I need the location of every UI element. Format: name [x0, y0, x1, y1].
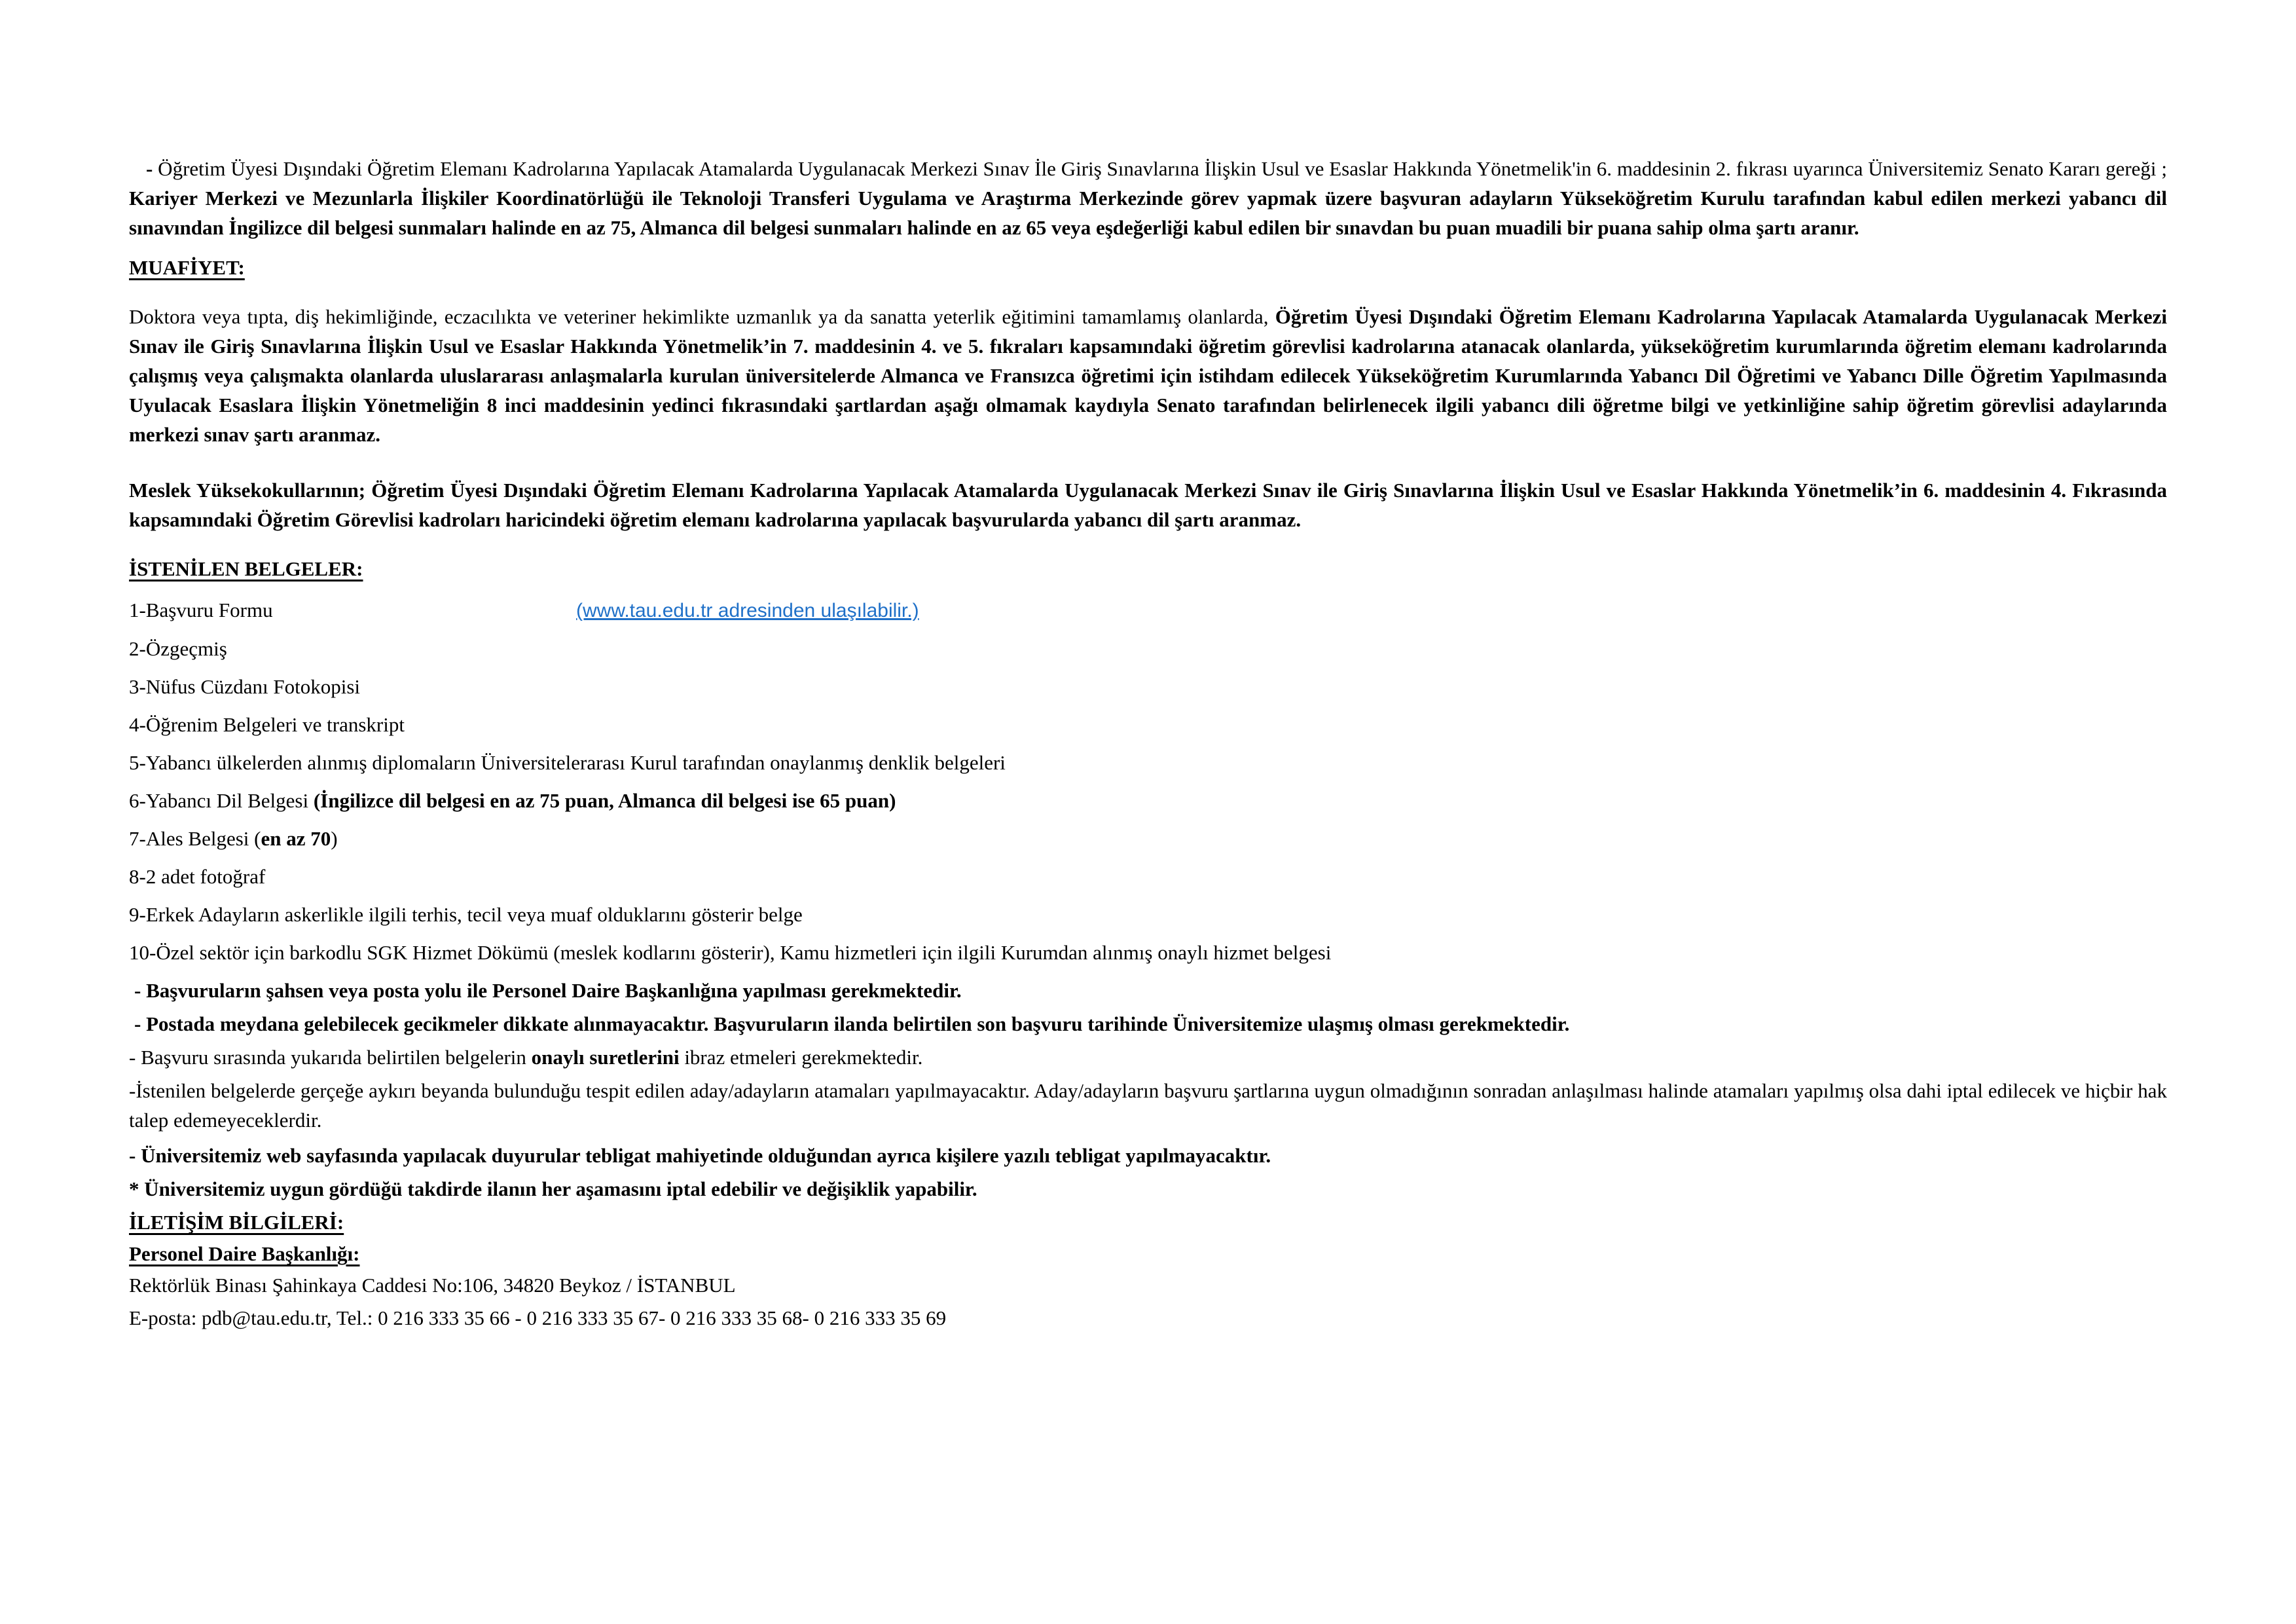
- tau-website-link[interactable]: (www.tau.edu.tr adresinden ulaşılabilir.): [576, 600, 919, 621]
- muafiyet-paragraph-1: [129, 302, 2167, 449]
- note-onayli-suretler: [129, 1043, 2167, 1072]
- list-item-4: 4-Öğrenim Belgeleri ve transkript: [129, 713, 405, 736]
- muafiyet-heading: MUAFİYET:: [129, 256, 245, 279]
- personel-daire-header: [129, 1239, 2167, 1268]
- note-iptal-hakki: * Üniversitemiz uygun gördüğü takdirde ilanın her aşamasını iptal edebilir ve değişiklik yapabilir.: [129, 1177, 977, 1200]
- note-postada-gecikme: - Postada meydana gelebilecek gecikmeler dikkate alınmayacaktır. Başvuruların ilanda belirtilen son başvuru tarihinde Üniversitemize ulaşmış olması gerekmektedir.: [134, 1012, 1570, 1035]
- iletisim-section-header: [129, 1208, 2167, 1237]
- muafiyet-p1-normal: Doktora veya tıpta, diş hekimliğinde, eczacılıkta ve veteriner hekimlikte uzmanlık ya da sanatta yeterlik eğitimini tamamlamış olanlarda,: [129, 305, 1275, 328]
- list-item-1: [129, 595, 2167, 625]
- note3-pre: - Başvuru sırasında yukarıda belirtilen belgelerin: [129, 1046, 532, 1069]
- belgeler-section-header: [129, 554, 2167, 583]
- item6-bold: (İngilizce dil belgesi en az 75 puan, Almanca dil belgesi ise 65 puan): [313, 789, 896, 812]
- item7-normal: 7-Ales Belgesi (: [129, 827, 261, 850]
- list-item-7: [129, 824, 2167, 853]
- item7-close: ): [331, 827, 338, 850]
- note-sahsen-basvuru: - Başvuruların şahsen veya posta yolu ile Personel Daire Başkanlığına yapılması gerekmektedir.: [134, 979, 962, 1002]
- list-item-10: 10-Özel sektör için barkodlu SGK Hizmet Dökümü (meslek kodlarını gösterir), Kamu hizmetleri için ilgili Kurumdan alınmış onaylı hizmet belgesi: [129, 941, 1332, 964]
- note3-post: ibraz etmeleri gerekmektedir.: [679, 1046, 923, 1069]
- contact-line: E-posta: pdb@tau.edu.tr, Tel.: 0 216 333 35 66 - 0 216 333 35 67- 0 216 333 35 68- 0 216 333 35 69: [129, 1306, 947, 1329]
- intro-text-bold: Kariyer Merkezi ve Mezunlarla İlişkiler Koordinatörlüğü ile Teknoloji Transferi Uygulama ve Araştırma Merkezinde görev yapmak üzere başvuran adayların Yükseköğretim Kurulu tarafından kabul edilen merkezi yabancı dil sınavından İngilizce dil belgesi sunmaları halinde en az 75, Almanca dil belgesi sunmaları halinde en az 65 veya eşdeğerliği kabul edilen bir sınavdan bu puan muadili bir puana sahip olma şartı aranır.: [129, 187, 2167, 239]
- muafiyet-p2-bold: Meslek Yüksekokullarının; Öğretim Üyesi Dışındaki Öğretim Elemanı Kadrolarına Yapılacak Atamalarda Uygulanacak Merkezi Sınav ile Giriş Sınavlarına İlişkin Usul ve Esaslar Hakkında Yönetmelik’in 6. maddesinin 4. Fıkrasında kapsamındaki Öğretim Görevlisi kadroları haricindeki öğretim elemanı kadrolarına yapılacak başvurularda yabancı dil şartı aranmaz.: [129, 479, 2167, 531]
- note-gercege-aykiri: -İstenilen belgelerde gerçeğe aykırı beyanda bulunduğu tespit edilen aday/adayların atamaları yapılmayacaktır. Aday/adayların başvuru şartlarına uygun olmadığının sonradan anlaşılması halinde atamaları yapılmış olsa dahi iptal edilecek ve hiçbir hak talep edemeyeceklerdir.: [129, 1079, 2167, 1132]
- iletisim-heading: İLETİŞİM BİLGİLERİ:: [129, 1211, 344, 1234]
- intro-paragraph: [129, 154, 2167, 242]
- list-item-9: 9-Erkek Adayların askerlikle ilgili terhis, tecil veya muaf olduklarını gösterir belge: [129, 903, 803, 926]
- item1-label: 1-Başvuru Formu: [129, 599, 273, 621]
- list-item-2: 2-Özgeçmiş: [129, 637, 227, 660]
- list-item-6: [129, 786, 2167, 815]
- note3-bold: onaylı suretlerini: [531, 1046, 680, 1069]
- item7-bold: en az 70: [261, 827, 331, 850]
- list-item-3: 3-Nüfus Cüzdanı Fotokopisi: [129, 675, 361, 698]
- muafiyet-p1-bold: Öğretim Üyesi Dışındaki Öğretim Elemanı Kadrolarına Yapılacak Atamalarda Uygulanacak Merkezi Sınav ile Giriş Sınavlarına İlişkin Usul ve Esaslar Hakkında Yönetmelik’in 7. maddesinin 4. ve 5. fıkraları kapsamındaki öğretim görevlisi kadrolarına atanacak olanlarda, yükseköğretim kurumlarında öğretim elemanı kadrolarında çalışmış veya çalışmakta olanlarda uluslararası anlaşmalarla kurulan üniversitelerde Almanca ve Fransızca öğretimi için istihdam edilecek Yükseköğretim Kurumlarında Yabancı Dil Öğretimi ve Yabancı Dille Öğretim Yapılmasında Uyulacak Esaslara İlişkin Yönetmeliğin 8 inci maddesinin yedinci fıkrasındaki şartlardan aşağı olmamak kaydıyla Senato tarafından belirlenecek ilgili yabancı dili öğretme bilgi ve yetkinliğine sahip öğretim görevlisi adaylarında merkezi sınav şartı aranmaz.: [129, 305, 2167, 446]
- address-line: Rektörlük Binası Şahinkaya Caddesi No:106, 34820 Beykoz / İSTANBUL: [129, 1274, 736, 1297]
- intro-dash: -: [146, 157, 153, 180]
- belgeler-heading: İSTENİLEN BELGELER:: [129, 557, 363, 580]
- list-item-5: 5-Yabancı ülkelerden alınmış diplomaların Üniversitelerarası Kurul tarafından onaylanmış denklik belgeleri: [129, 751, 1006, 774]
- item6-normal: 6-Yabancı Dil Belgesi: [129, 789, 314, 812]
- muafiyet-section-header: [129, 253, 2167, 282]
- list-item-8: 8-2 adet fotoğraf: [129, 865, 266, 888]
- personel-daire-heading: Personel Daire Başkanlığı:: [129, 1242, 360, 1265]
- note-web-duyuru: - Üniversitemiz web sayfasında yapılacak duyurular tebligat mahiyetinde olduğundan ayrıca kişilere yazılı tebligat yapılmayacaktır.: [129, 1144, 1271, 1167]
- intro-text-normal: Öğretim Üyesi Dışındaki Öğretim Elemanı Kadrolarına Yapılacak Atamalarda Uygulanacak Merkezi Sınav İle Giriş Sınavlarına İlişkin Usul ve Esaslar Hakkında Yönetmelik'in 6. maddesinin 2. fıkrası uyarınca Üniversitemiz Senato Kararı gereği ;: [153, 157, 2167, 180]
- muafiyet-paragraph-2: [129, 475, 2167, 534]
